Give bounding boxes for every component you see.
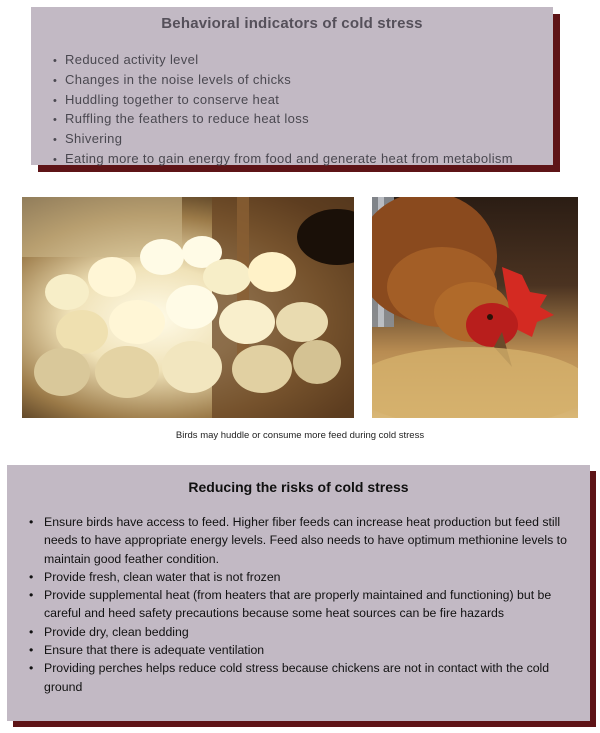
list-item: • Provide fresh, clean water that is not frozen bbox=[27, 568, 567, 586]
list-item: • Providing perches helps reduce cold stress because chickens are not in contact with the cold ground bbox=[27, 659, 567, 696]
list-item: • Shivering bbox=[53, 130, 513, 150]
list-item: • Eating more to gain energy from food and generate heat from metabolism bbox=[53, 150, 513, 170]
list-item: • Provide dry, clean bedding bbox=[27, 623, 567, 641]
list-item: • Ensure birds have access to feed. Higher fiber feeds can increase heat production but feed still needs to have appropriate energy levels. Feed also needs to have optimum methionine levels to maintain good feather condition. bbox=[27, 513, 567, 568]
photos-caption: Birds may huddle or consume more feed during cold stress bbox=[175, 430, 425, 441]
indicators-list bbox=[53, 51, 513, 170]
indicators-panel bbox=[31, 7, 553, 165]
chicks-illustration bbox=[22, 197, 354, 418]
risks-list bbox=[27, 513, 567, 696]
list-item: • Changes in the noise levels of chicks bbox=[53, 71, 513, 91]
risks-title: Reducing the risks of cold stress bbox=[188, 479, 409, 495]
list-item: • Huddling together to conserve heat bbox=[53, 91, 513, 111]
hen-illustration bbox=[372, 197, 578, 418]
list-item: • Ensure that there is adequate ventilation bbox=[27, 641, 567, 659]
huddling-chicks-photo bbox=[22, 197, 354, 418]
risks-panel bbox=[7, 465, 590, 721]
list-item: • Reduced activity level bbox=[53, 51, 513, 71]
list-item: • Provide supplemental heat (from heaters that are properly maintained and functioning) but be careful and heed safety precautions because some heat sources can be fire hazards bbox=[27, 586, 567, 623]
hen-eating-photo bbox=[372, 197, 578, 418]
indicators-title: Behavioral indicators of cold stress bbox=[161, 15, 423, 32]
list-item: • Ruffling the feathers to reduce heat loss bbox=[53, 110, 513, 130]
